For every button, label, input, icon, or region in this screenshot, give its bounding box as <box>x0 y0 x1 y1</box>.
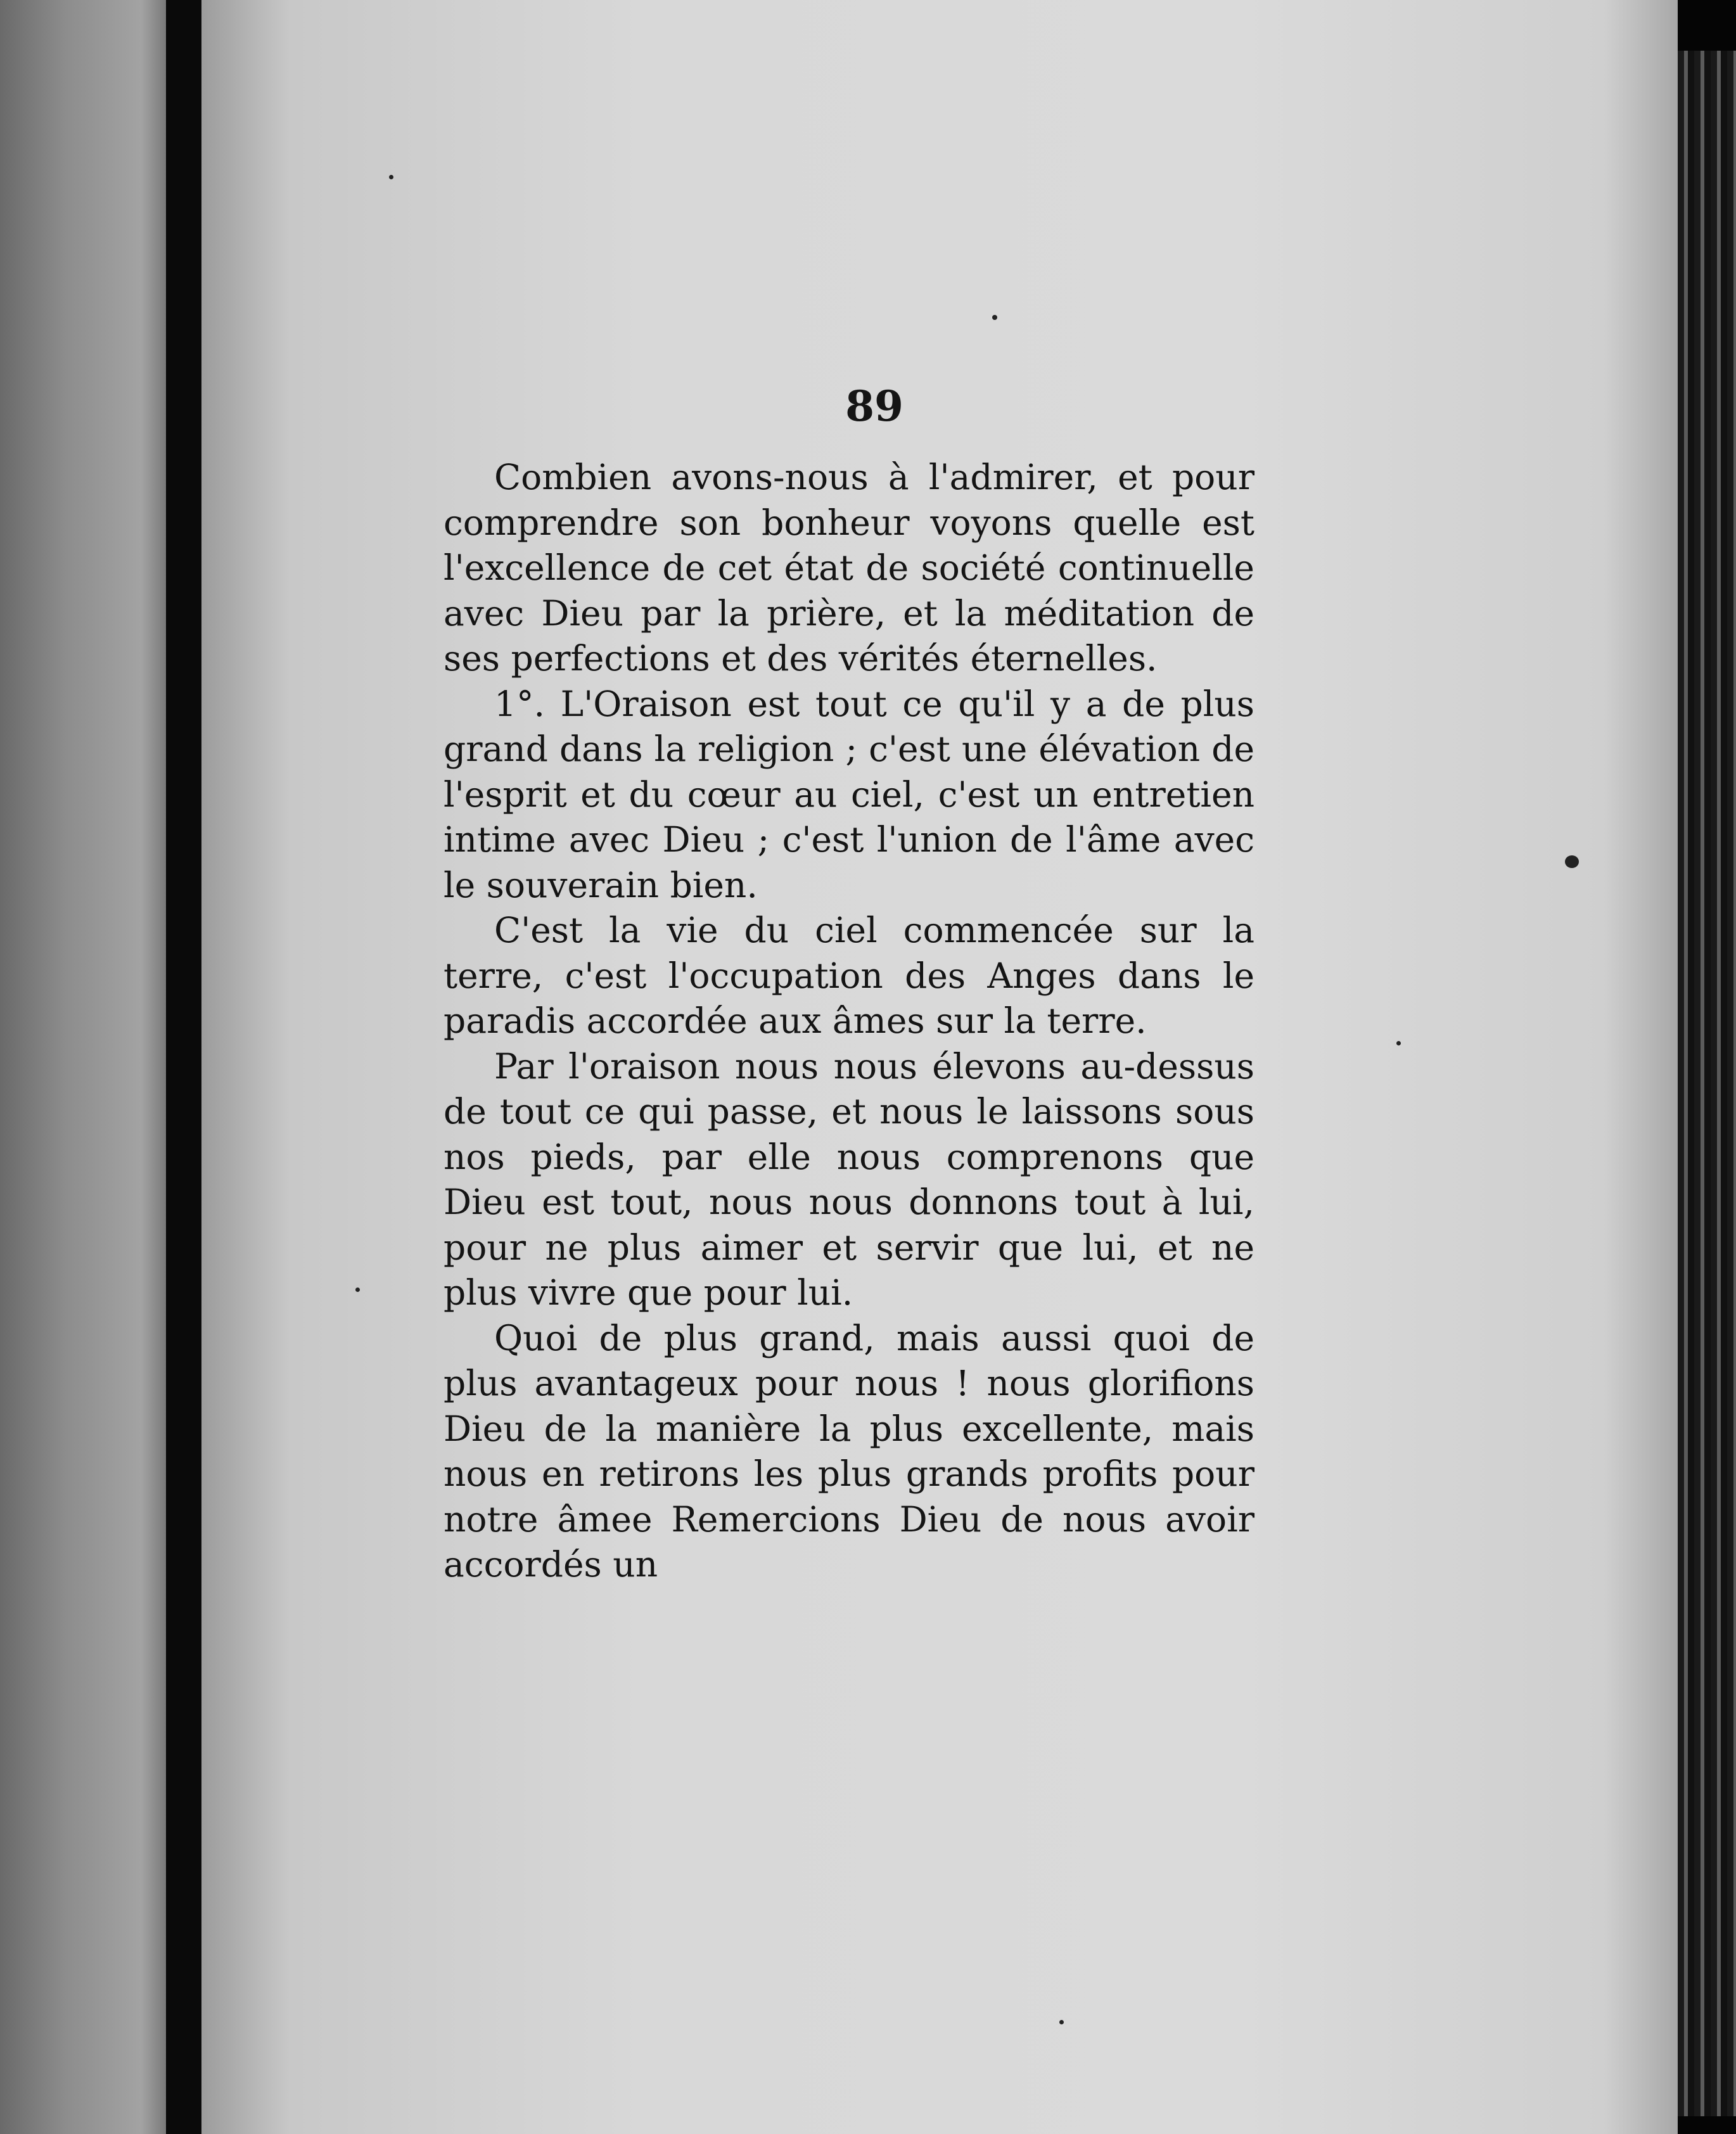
ink-speck <box>355 1287 360 1292</box>
ink-speck <box>389 175 393 179</box>
paragraph-5: Quoi de plus grand, mais aussi quoi de plus avantageux pour nous ! nous glorifions Dieu de la manière la plus excellente, mais nous en retirons les plus grands profits pour notre âmee Remercions Dieu de nous avoir accordés un <box>444 1317 1254 1585</box>
ink-speck <box>1059 2020 1064 2024</box>
ink-speck <box>992 315 997 320</box>
facing-page-edge <box>0 0 166 2134</box>
ink-speck <box>1565 855 1579 868</box>
book-gutter <box>166 0 201 2134</box>
paragraph-2: 1°. L'Oraison est tout ce qu'il y a de plus grand dans la religion ; c'est une élévation de l'esprit et du cœur au ciel, c'est un entretien intime avec Dieu ; c'est l'union de l'âme avec le souverain bien. <box>444 683 1254 905</box>
page-stack-edge <box>1678 51 1736 2116</box>
ink-speck <box>1396 1041 1401 1045</box>
page-number: 89 <box>845 381 903 431</box>
paragraph-3: C'est la vie du ciel commencée sur la terre, c'est l'occupation des Anges dans le paradis accordée aux âmes sur la terre. <box>444 910 1254 1041</box>
paragraph-1: Combien avons-nous à l'admirer, et pour comprendre son bonheur voyons quelle est l'excellence de cet état de société continuelle avec Dieu par la prière, et la méditation de ses perfections et des vérités éternelles. <box>444 457 1254 679</box>
body-text <box>444 455 1254 1588</box>
paragraph-4: Par l'oraison nous nous élevons au-dessus de tout ce qui passe, et nous le laissons sous nos pieds, par elle nous comprenons que Dieu est tout, nous nous donnons tout à lui, pour ne plus aimer et servir que lui, et ne plus vivre que pour lui. <box>444 1045 1254 1313</box>
